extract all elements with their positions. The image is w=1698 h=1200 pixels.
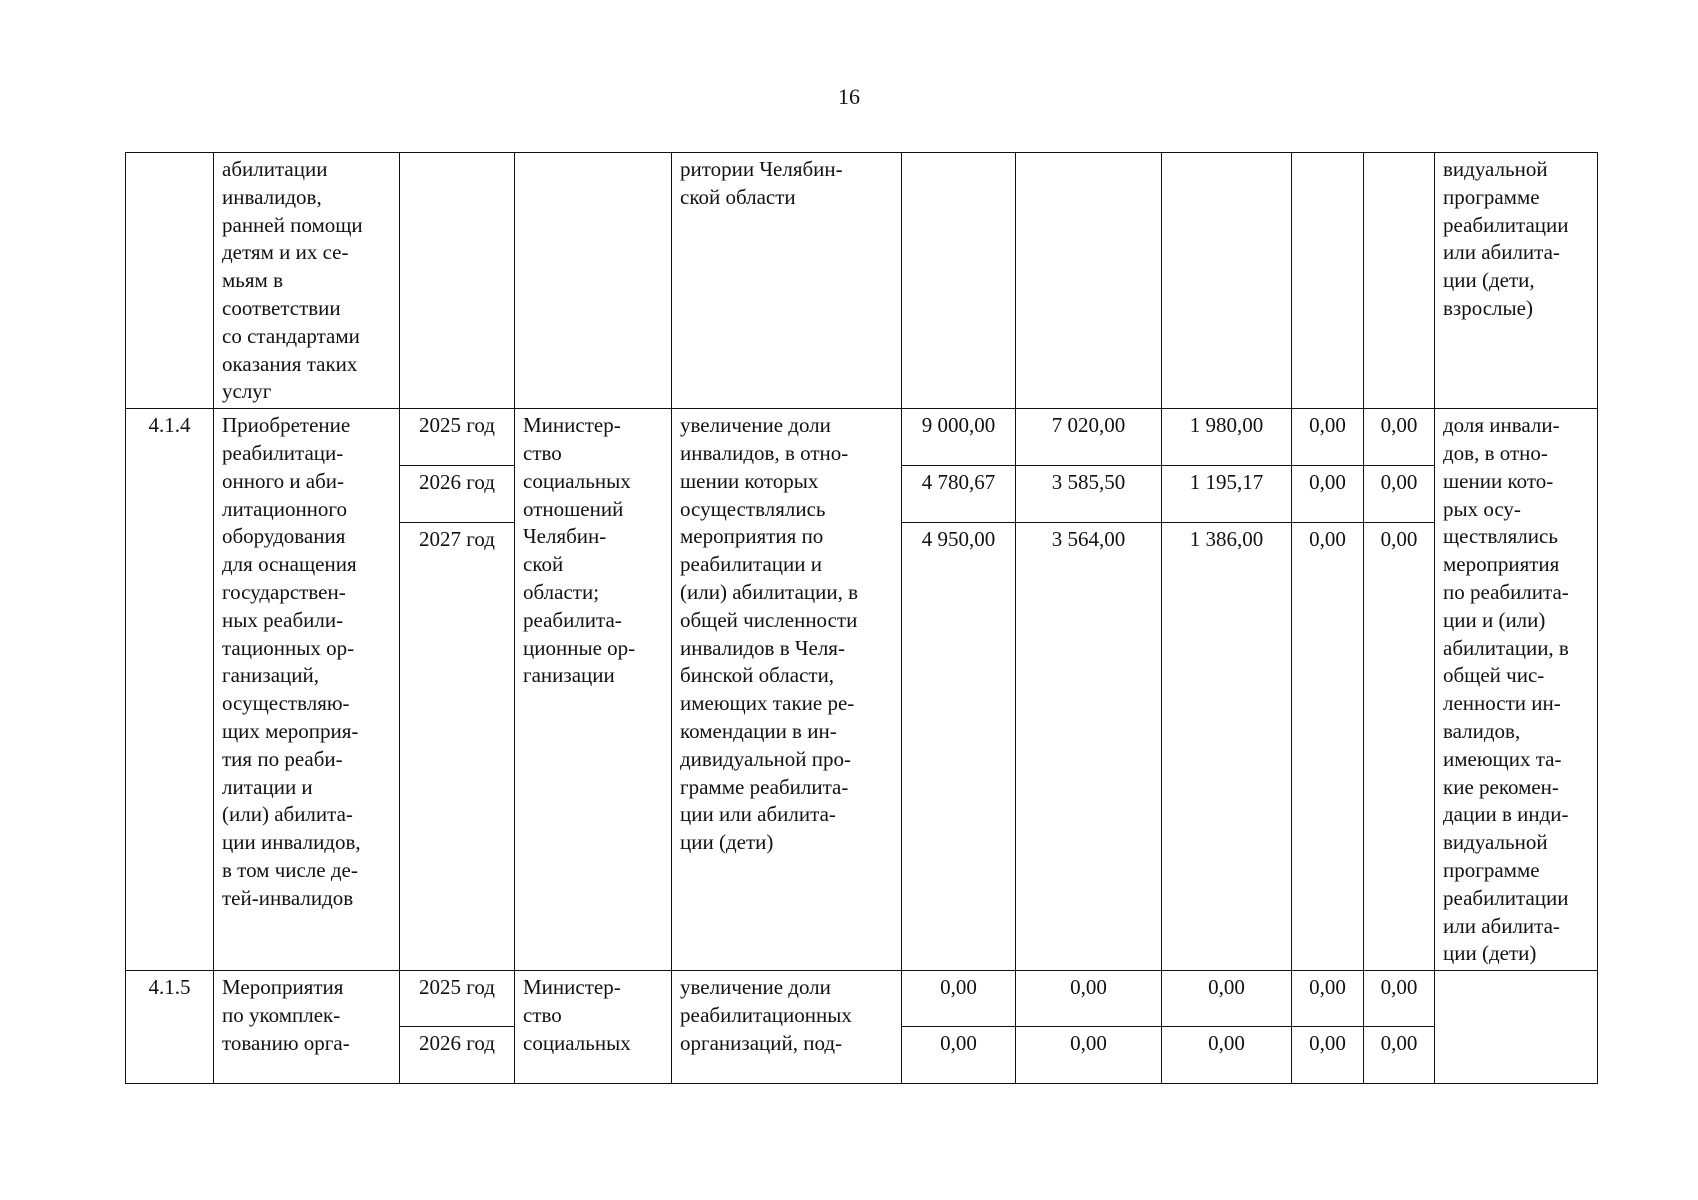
cell-year: 2025 год [400, 409, 515, 466]
cell-budget-4: 0,00 [1364, 971, 1435, 1027]
cell-budget-3: 0,00 [1292, 409, 1364, 466]
cell-budget-1: 0,00 [1016, 971, 1162, 1027]
cell-budget-2: 1 195,17 [1162, 466, 1292, 523]
cell-num: 4.1.5 [126, 971, 214, 1084]
cell-budget-4: 0,00 [1364, 523, 1435, 971]
cell-budget-2 [1162, 153, 1292, 409]
cell-name: Мероприятия по укомплек- тованию орга- [214, 971, 400, 1084]
cell-executor: Министер- ство социальных отношений Челябин- ской области; реабилита- ционные ор- ганизации [515, 409, 672, 971]
cell-total: 4 950,00 [902, 523, 1016, 971]
cell-budget-2: 0,00 [1162, 971, 1292, 1027]
cell-budget-1: 3 585,50 [1016, 466, 1162, 523]
cell-budget-3: 0,00 [1292, 523, 1364, 971]
cell-budget-3: 0,00 [1292, 466, 1364, 523]
cell-budget-4 [1364, 153, 1435, 409]
cell-num [126, 153, 214, 409]
cell-total: 9 000,00 [902, 409, 1016, 466]
table-row-continuation [126, 153, 1598, 409]
cell-total: 0,00 [902, 971, 1016, 1027]
cell-total: 0,00 [902, 1027, 1016, 1084]
cell-result [1435, 971, 1598, 1084]
cell-budget-1 [1016, 153, 1162, 409]
cell-year [400, 153, 515, 409]
cell-budget-2: 1 980,00 [1162, 409, 1292, 466]
table-row-4-1-5 [126, 971, 1598, 1027]
cell-budget-1: 7 020,00 [1016, 409, 1162, 466]
cell-budget-4: 0,00 [1364, 1027, 1435, 1084]
cell-budget-1: 0,00 [1016, 1027, 1162, 1084]
cell-indicator: ритории Челябин- ской области [672, 153, 902, 409]
program-table [125, 152, 1598, 1084]
cell-budget-3: 0,00 [1292, 1027, 1364, 1084]
cell-year: 2026 год [400, 466, 515, 523]
table-row-4-1-4 [126, 409, 1598, 466]
cell-result: видуальной программе реабилитации или абилита- ции (дети, взрослые) [1435, 153, 1598, 409]
cell-name: абилитации инвалидов, ранней помощи детям и их се- мьям в соответствии со стандартами оказания таких услуг [214, 153, 400, 409]
cell-year: 2027 год [400, 523, 515, 971]
cell-executor [515, 153, 672, 409]
cell-result: доля инвали- дов, в отно- шении кото- рых осу- ществлялись мероприятия по реабилита- ции и (или) абилитации, в общей чис- ленности ин- валидов, имеющих та- кие рекомен- дации в инди- видуальной программе реабилитации или абилита- ции (дети) [1435, 409, 1598, 971]
cell-budget-2: 1 386,00 [1162, 523, 1292, 971]
cell-num: 4.1.4 [126, 409, 214, 971]
cell-indicator: увеличение доли реабилитационных организаций, под- [672, 971, 902, 1084]
cell-name: Приобретение реабилитаци- онного и аби- литационного оборудования для оснащения государствен- ных реабили- тационных ор- ганизаций, осуществляю- щих мероприя- тия по реаби- литации и (или) абилита- ции инвалидов, в том числе де- тей-инвалидов [214, 409, 400, 971]
cell-budget-4: 0,00 [1364, 466, 1435, 523]
cell-executor: Министер- ство социальных [515, 971, 672, 1084]
cell-budget-4: 0,00 [1364, 409, 1435, 466]
cell-year: 2026 год [400, 1027, 515, 1084]
page-number: 16 [838, 84, 860, 109]
cell-budget-3: 0,00 [1292, 971, 1364, 1027]
cell-total [902, 153, 1016, 409]
cell-total: 4 780,67 [902, 466, 1016, 523]
cell-budget-1: 3 564,00 [1016, 523, 1162, 971]
cell-indicator: увеличение доли инвалидов, в отно- шении которых осуществлялись мероприятия по реабилитации и (или) абилитации, в общей численности инвалидов в Челя- бинской области, имеющих такие ре- комендации в ин- дивидуальной про- грамме реабилита- ции или абилита- ции (дети) [672, 409, 902, 971]
cell-budget-2: 0,00 [1162, 1027, 1292, 1084]
cell-year: 2025 год [400, 971, 515, 1027]
cell-budget-3 [1292, 153, 1364, 409]
